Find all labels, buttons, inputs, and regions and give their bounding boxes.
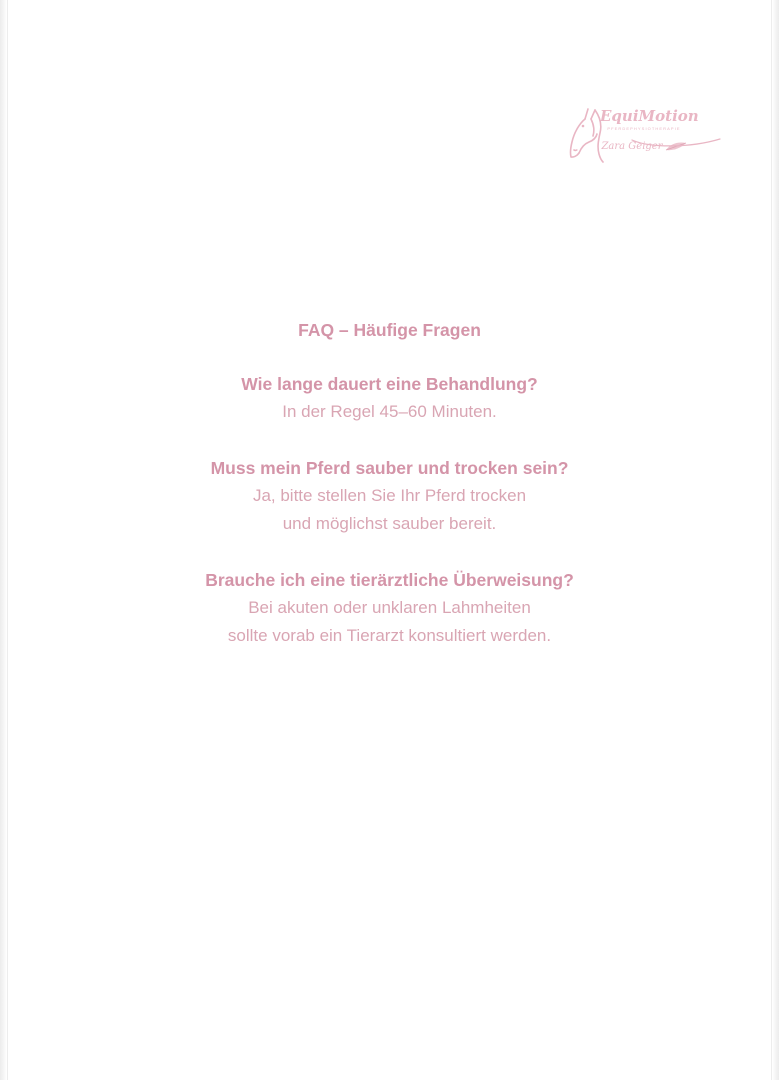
faq-question: Muss mein Pferd sauber und trocken sein?: [210, 458, 569, 478]
faq-question: Wie lange dauert eine Behandlung?: [241, 374, 538, 394]
logo-subtitle: PFERDEPHYSIOTHERAPIE: [607, 126, 681, 131]
faq-question: Brauche ich eine tierärztliche Überweisung?: [205, 570, 574, 590]
faq-answer-line: Ja, bitte stellen Sie Ihr Pferd trocken: [252, 486, 527, 505]
logo-signature-text: Zara Geiger: [601, 141, 663, 152]
page-title: FAQ – Häufige Fragen: [298, 320, 481, 340]
faq-answer-line: In der Regel 45–60 Minuten.: [282, 402, 497, 421]
faq-item-duration: [0, 370, 779, 426]
logo-brand-name: EquiMotion: [600, 107, 699, 125]
faq-answer-line: und möglichst sauber bereit.: [282, 514, 497, 533]
faq-answer-line: Bei akuten oder unklaren Lahmheiten: [248, 598, 531, 617]
faq-item-clean-horse: [0, 454, 779, 538]
faq-item-vet-referral: [0, 566, 779, 650]
faq-answer-line: sollte vorab ein Tierarzt konsultiert werden.: [227, 626, 552, 645]
